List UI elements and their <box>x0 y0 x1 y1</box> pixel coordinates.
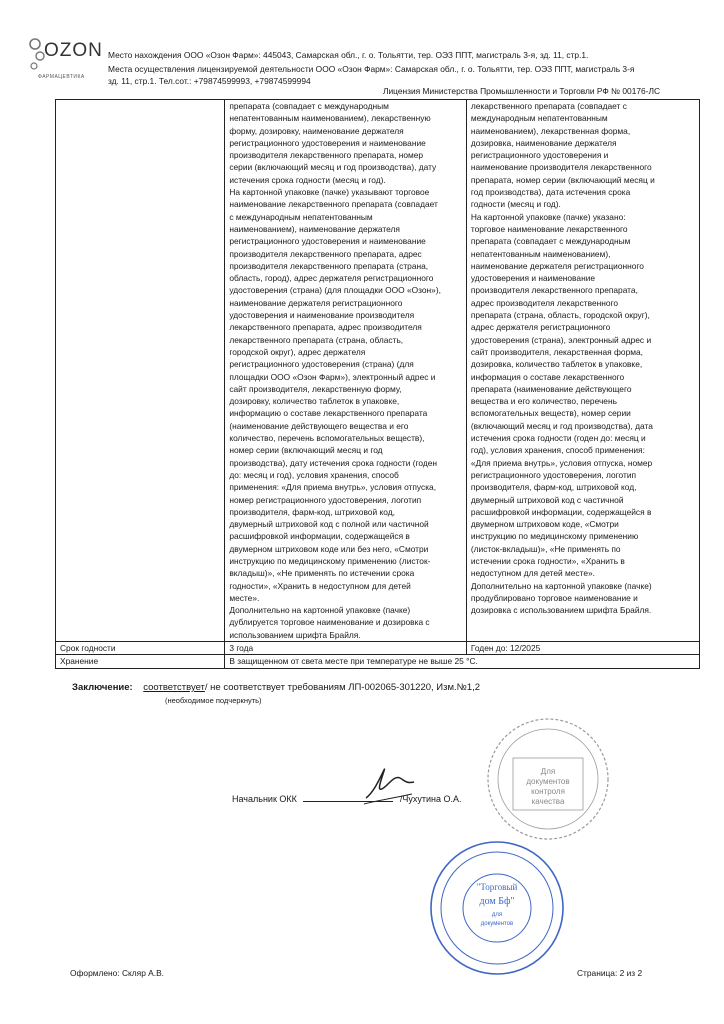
text-line: непатентованным наименованием), <box>470 248 611 259</box>
signature-blank <box>303 801 393 802</box>
text-line: регистрационного удостоверения и <box>470 150 609 161</box>
text-line: (наименование действующего вещества и его <box>229 420 409 431</box>
text-line: с международным непатентованным <box>229 211 373 222</box>
text-line: дозировка, наименование держателя <box>470 137 617 148</box>
conclusion-label: Заключение: <box>72 682 133 693</box>
text-line: регистрационного удостоверения и наименование <box>229 137 426 148</box>
text-line: регистрационного удостоверения (страна) (для <box>229 359 414 370</box>
license-line: Лицензия Министерства Промышленности и Торговли РФ № 00176-ЛС <box>383 86 660 96</box>
text-line: производителя, фарм-код, штриховой код, <box>229 506 395 517</box>
text-line: двумерный штриховой код с полной или частичной <box>229 519 429 530</box>
footer-page-number: Страница: 2 из 2 <box>577 968 643 978</box>
okk-stamp-l4: качества <box>531 797 565 806</box>
text-line: наименование производителя лекарственного <box>470 162 652 173</box>
text-line: сайт производителя, лекарственная форма, <box>470 346 643 357</box>
text-line: производителя, фарм-код, штриховой код, <box>470 482 637 493</box>
text-line: производителя лекарственного препарата, адрес <box>229 248 422 259</box>
text-line: (листок-вкладыш)», «Не применять по <box>470 543 621 554</box>
company-stamp-l3: для <box>491 912 503 918</box>
header-activity-address: Места осуществления лицензируемой деятельности ООО «Озон Фарм»: Самарская обл., г. о. Тольятти, тер. ОЭЗ ППТ, магистраль 3-я <box>108 64 635 74</box>
logo-subtitle: ФАРМАЦЕВТИКА <box>38 74 85 80</box>
text-line: инструкцию по медицинскому применению (листок- <box>229 555 431 566</box>
text-line: (включающий месяц и год производства), дата <box>470 420 653 431</box>
text-line: удостоверения и наименование производителя <box>229 310 415 321</box>
text-line: применения: «Для приема внутрь», условия отпуска, <box>229 482 437 493</box>
text-line: использованием шрифта Брайля. <box>229 629 361 640</box>
text-line: адрес производителя лекарственного <box>470 297 619 308</box>
text-line: область, город), адрес держателя регистрационного <box>229 273 434 284</box>
text-line: дозировка, количество таблеток в упаковке, <box>470 359 643 370</box>
text-line: истечении срока годности», «Хранить в <box>470 555 625 566</box>
text-line: годности (месяц и год). <box>470 199 561 210</box>
text-line: истечения срока годности (годен до: месяц и <box>470 433 646 444</box>
signature-name: /Чухутина О.А. <box>399 794 462 804</box>
specification-table <box>55 99 700 669</box>
text-line: препарата (наименование действующего <box>470 383 632 394</box>
text-line: вкладыш)», «Не применять по истечении срока <box>229 568 415 579</box>
text-line: На картонной упаковке (пачке) указывают торговое <box>229 187 430 198</box>
table-cell-result <box>466 100 699 642</box>
text-line: истечения срока годности (месяц и год). <box>229 174 386 185</box>
text-line: двумерном штриховом коде, «Смотри <box>470 519 619 530</box>
text-line: серии (включающий месяц и год производства), дату <box>229 162 437 173</box>
text-line: Дополнительно на картонной упаковке (пачке) <box>229 605 411 616</box>
text-line: «Для приема внутрь», условия отпуска, номер <box>470 457 653 468</box>
footer-prepared-by: Оформлено: Скляр А.В. <box>70 968 164 978</box>
text-line: вспомогательных веществ), номер серии <box>470 408 631 419</box>
text-line: лекарственного препарата (страна, область, <box>229 334 404 345</box>
conclusion-note: (необходимое подчеркнуть) <box>165 696 262 705</box>
table-row <box>56 655 700 668</box>
okk-stamp-icon <box>483 714 613 844</box>
text-line: месте». <box>229 592 260 603</box>
text-line: производства), дату истечения срока годности (годен <box>229 457 438 468</box>
okk-stamp-l3: контроля <box>531 787 565 796</box>
table-cell-requirement <box>225 100 467 642</box>
text-line: год производства), дата истечения срока <box>470 187 631 198</box>
signature-line <box>232 794 462 804</box>
text-line: дозировку, количество таблеток в упаковке, <box>229 396 400 407</box>
text-line: до: месяц и год), условия хранения, способ <box>229 469 399 480</box>
okk-stamp-l2: документов <box>526 777 570 786</box>
okk-stamp-l1: Для <box>540 767 556 776</box>
text-line: расшифровкой информации, содержащейся в <box>229 531 410 542</box>
text-line: производителя лекарственного препарата (страна, <box>229 260 429 271</box>
text-line: лекарственного препарата (совпадает с <box>470 101 627 111</box>
table-cell-requirement: В защищенном от света месте при температуре не выше 25 °С. <box>225 655 700 668</box>
text-line: вещества и его количество, перечень <box>470 396 617 407</box>
conclusion-requirements: / не соответствует требованиям ЛП-002065-301220, Изм.№1,2 <box>204 682 481 693</box>
table-cell-requirement: 3 года <box>225 642 467 655</box>
text-line: дублируется торговое наименование и дозировка с <box>229 617 430 628</box>
table-cell-result: Годен до: 12/2025 <box>466 642 699 655</box>
text-line: форму, дозировку, наименование держателя <box>229 125 404 136</box>
text-line: информацию о составе лекарственного препарата <box>229 408 428 419</box>
text-line: адрес держателя регистрационного <box>470 322 611 333</box>
text-line: недоступном для детей месте». <box>470 568 596 579</box>
header-phones: зд. 11, стр.1. Тел.сот.: +79874599993, +79874599994 <box>108 76 311 86</box>
company-stamp-icon <box>426 838 568 978</box>
text-line: торговое наименование лекарственного <box>470 223 628 234</box>
text-line: продублировано торговое наименование и <box>470 592 638 603</box>
logo-word: OZON <box>44 40 103 61</box>
text-line: наименованием), наименование держателя <box>229 223 400 234</box>
text-line: препарата (страна, область, городской округ), <box>470 310 650 321</box>
text-line: дозировка с использованием шрифта Брайля. <box>470 605 652 616</box>
conclusion-complies: соответствует <box>143 682 205 693</box>
text-line: удостоверения (страна), электронный адрес и <box>470 334 652 345</box>
company-stamp-l2: дом Бф" <box>479 896 515 907</box>
company-stamp-l4: документов <box>480 921 514 927</box>
text-line: сайт производителя, лекарственную форму, <box>229 383 402 394</box>
text-line: городской округ), адрес держателя <box>229 346 366 357</box>
table-cell-param: Срок годности <box>56 642 225 655</box>
text-line: наименование лекарственного препарата (совпадает <box>229 199 438 210</box>
text-line: двумерный штриховой код с частичной <box>470 494 624 505</box>
text-line: номер регистрационного удостоверения, логотип <box>229 494 422 505</box>
text-line: производителя лекарственного препарата, <box>470 285 638 296</box>
table-row <box>56 642 700 655</box>
text-line: удостоверения (страна) (для площадки ООО «Озон»), <box>229 285 441 296</box>
text-line: Дополнительно на картонной упаковке (пачке) <box>470 580 652 591</box>
text-line: удостоверения и наименование <box>470 273 596 284</box>
text-line: расшифровкой информации, содержащейся в <box>470 506 652 517</box>
text-line: год), условия хранения, способ применения: <box>470 445 645 456</box>
text-line: наименование держателя регистрационного <box>229 297 403 308</box>
text-line: номер серии (включающий месяц и год <box>229 445 383 456</box>
text-line: двумерном штриховом коде или без него, «Смотри <box>229 543 429 554</box>
text-line: препарата (совпадает с международным <box>470 236 631 247</box>
text-line: производителя лекарственного препарата, номер <box>229 150 424 161</box>
text-line: информация о составе лекарственного <box>470 371 625 382</box>
text-line: На картонной упаковке (пачке) указано: <box>470 211 626 222</box>
signature-title: Начальник ОКК <box>232 794 297 804</box>
conclusion <box>72 682 480 693</box>
text-line: регистрационного удостоверения и наименование <box>229 236 426 247</box>
text-line: годности», «Хранить в недоступном для детей <box>229 580 411 591</box>
text-line: регистрационного удостоверения, логотип <box>470 469 637 480</box>
text-line: непатентованным наименованием), лекарственную <box>229 113 431 124</box>
text-line: международным непатентованным <box>470 113 608 124</box>
table-row <box>56 100 700 642</box>
text-line: площадки ООО «Озон Фарм»), электронный адрес и <box>229 371 436 382</box>
text-line: инструкцию по медицинскому применению <box>470 531 639 542</box>
text-line: наименованием), лекарственная форма, <box>470 125 631 136</box>
table-cell-param: Хранение <box>56 655 225 668</box>
table-cell-param <box>56 100 225 642</box>
text-line: наименование держателя регистрационного <box>470 260 644 271</box>
text-line: лекарственного препарата, адрес производителя <box>229 322 422 333</box>
text-line: препарата (совпадает с международным <box>229 101 389 111</box>
company-stamp-l1: "Торговый <box>476 882 518 892</box>
header-address: Место нахождения ООО «Озон Фарм»: 445043, Самарская обл., г. о. Тольятти, тер. ОЭЗ ППТ, магистраль 3-я, зд. 11, стр.1. <box>108 50 589 60</box>
text-line: препарата, номер серии (включающий месяц и <box>470 174 655 185</box>
text-line: количество, перечень вспомогательных веществ), <box>229 433 425 444</box>
